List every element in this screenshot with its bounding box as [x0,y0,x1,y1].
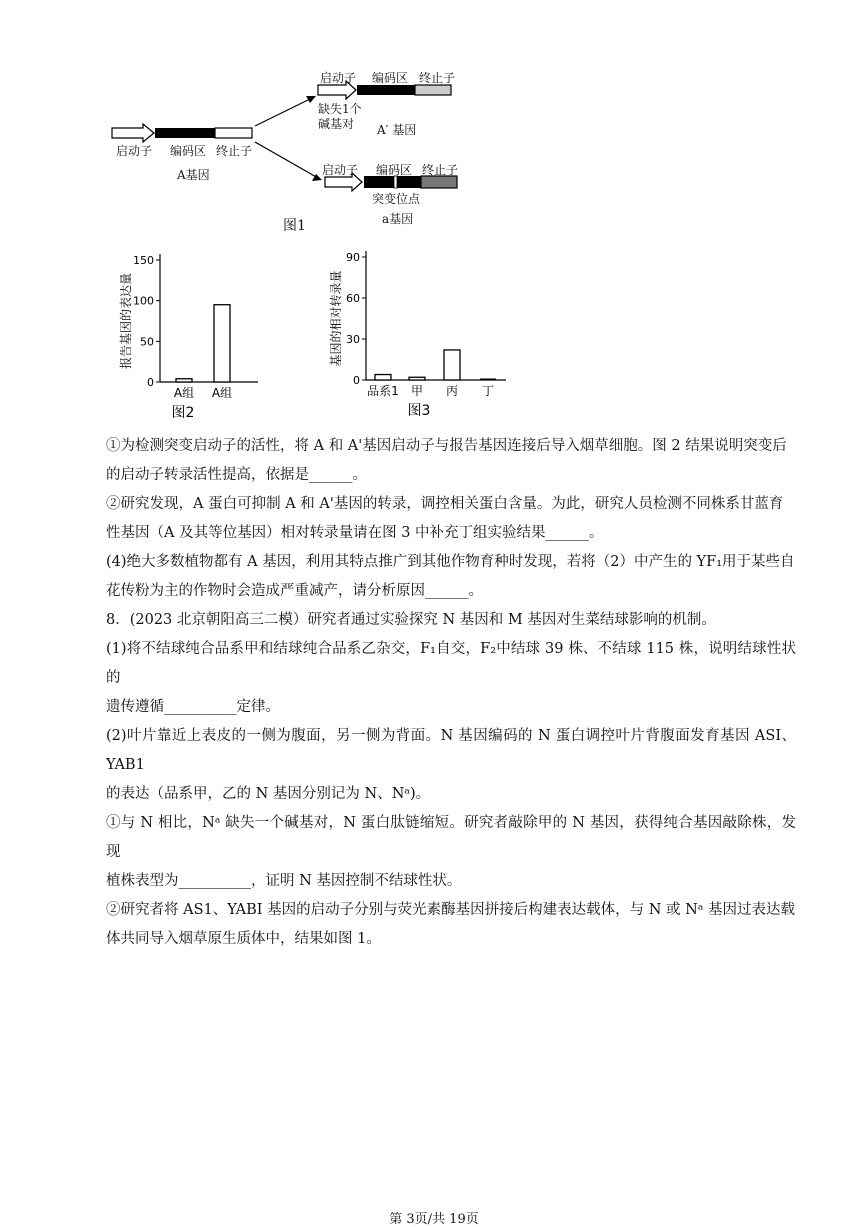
label-coding: 编码区 [376,163,413,177]
x-tick-label: A组 [211,386,233,400]
label-promoter: 启动子 [116,144,153,158]
y-tick-label: 0 [353,374,360,387]
text-line: (4)绝大多数植物都有 A 基因，利用其特点推广到其他作物育种时发现，若将（2）中产生的 YF₁用于某些自 [106,554,795,570]
figure-1-caption: 图1 [283,218,306,234]
text-line: ①为检测突变启动子的活性，将 A 和 A'基因启动子与报告基因连接后导入烟草细胞。图 2 结果说明突变后 [106,438,787,454]
bar [444,350,460,380]
label-deletion-2: 碱基对 [318,117,355,131]
x-tick-label: 品系1 [367,384,399,398]
text-line: 体共同导入烟草原生质体中，结果如图 1。 [106,931,381,947]
text-line: 的启动子转录活性提高，依据是______。 [106,467,367,483]
text-line: (2)叶片靠近上表皮的一侧为腹面，另一侧为背面。N 基因编码的 N 蛋白调控叶片背腹面发育基因 ASI、YAB1 [106,728,796,773]
y-tick-label: 100 [133,294,154,308]
promoter-arrow-icon [112,124,154,142]
text-line: ①与 N 相比，Nᵃ 缺失一个碱基对，N 蛋白肽链缩短。研究者敲除甲的 N 基因，获得纯合基因敲除株，发现 [106,815,796,860]
text-line: 8．(2023 北京朝阳高三二模）研究者通过实验探究 N 基因和 M 基因对生菜结球影响的机制。 [106,612,716,628]
charts-svg [0,240,868,430]
label-coding: 编码区 [372,71,409,85]
y-tick-label: 50 [140,335,154,349]
label-coding: 编码区 [170,144,207,158]
y-tick-label: 0 [147,376,154,389]
chart-caption: 图3 [407,403,431,419]
bar [176,379,192,382]
bar [214,305,230,382]
y-tick-label: 150 [133,254,154,267]
text-line: 植株表型为__________，证明 N 基因控制不结球性状。 [106,873,462,889]
text-line: (1)将不结球纯合品系甲和结球纯合品系乙杂交，F₁自交，F₂中结球 39 株、不结球 115 株，说明结球性状的 [106,641,796,686]
bar [375,375,391,380]
label-terminator: 终止子 [419,71,456,85]
text-line: ②研究者将 AS1、YABI 基因的启动子分别与荧光素酶基因拼接后构建表达载体，与 N 或 Nᵃ 基因过表达载 [106,902,796,918]
bar [409,377,425,380]
chart-caption: 图2 [171,405,195,421]
y-tick-label: 90 [346,251,360,264]
text-line: 的表达（品系甲，乙的 N 基因分别记为 N、Nᵃ)。 [106,786,431,802]
y-axis-label: 基因的相对转录量 [329,270,343,367]
terminator-region [215,128,252,138]
text-line: ②研究发现，A 蛋白可抑制 A 和 A'基因的转录，调控相关蛋白含量。为此，研究人员检测不同株系甘蓝育 [106,496,784,512]
label-gene-a-lower: a基因 [382,212,414,226]
y-tick-label: 30 [346,333,360,346]
text-line: 性基因（A 及其等位基因）相对转录量请在图 3 中补充丁组实验结果______。 [106,525,604,541]
x-tick-label: 丁 [481,384,495,398]
x-tick-label: 丙 [445,384,459,398]
question-text [106,432,796,954]
label-promoter: 启动子 [320,71,357,85]
text-line: 遗传遵循__________定律。 [106,699,280,715]
label-promoter: 启动子 [322,163,359,177]
label-terminator: 终止子 [422,163,459,177]
x-tick-label: 甲 [410,384,424,398]
label-terminator: 终止子 [216,144,253,158]
y-tick-label: 60 [346,292,360,305]
gene-diagram [0,0,868,240]
label-gene-a-prime: A′ 基因 [377,123,417,137]
coding-region [155,128,215,138]
text-line: 花传粉为主的作物时会造成严重减产，请分析原因______。 [106,583,483,599]
page-footer: 第 3页/共 19页 [389,1212,479,1227]
label-mutation-site: 突变位点 [372,192,421,206]
y-axis-label: 报告基因的表达量 [119,272,133,370]
x-tick-label: A组 [173,386,195,400]
label-gene-a: A基因 [177,168,210,182]
label-deletion-1: 缺失1个 [318,102,362,116]
